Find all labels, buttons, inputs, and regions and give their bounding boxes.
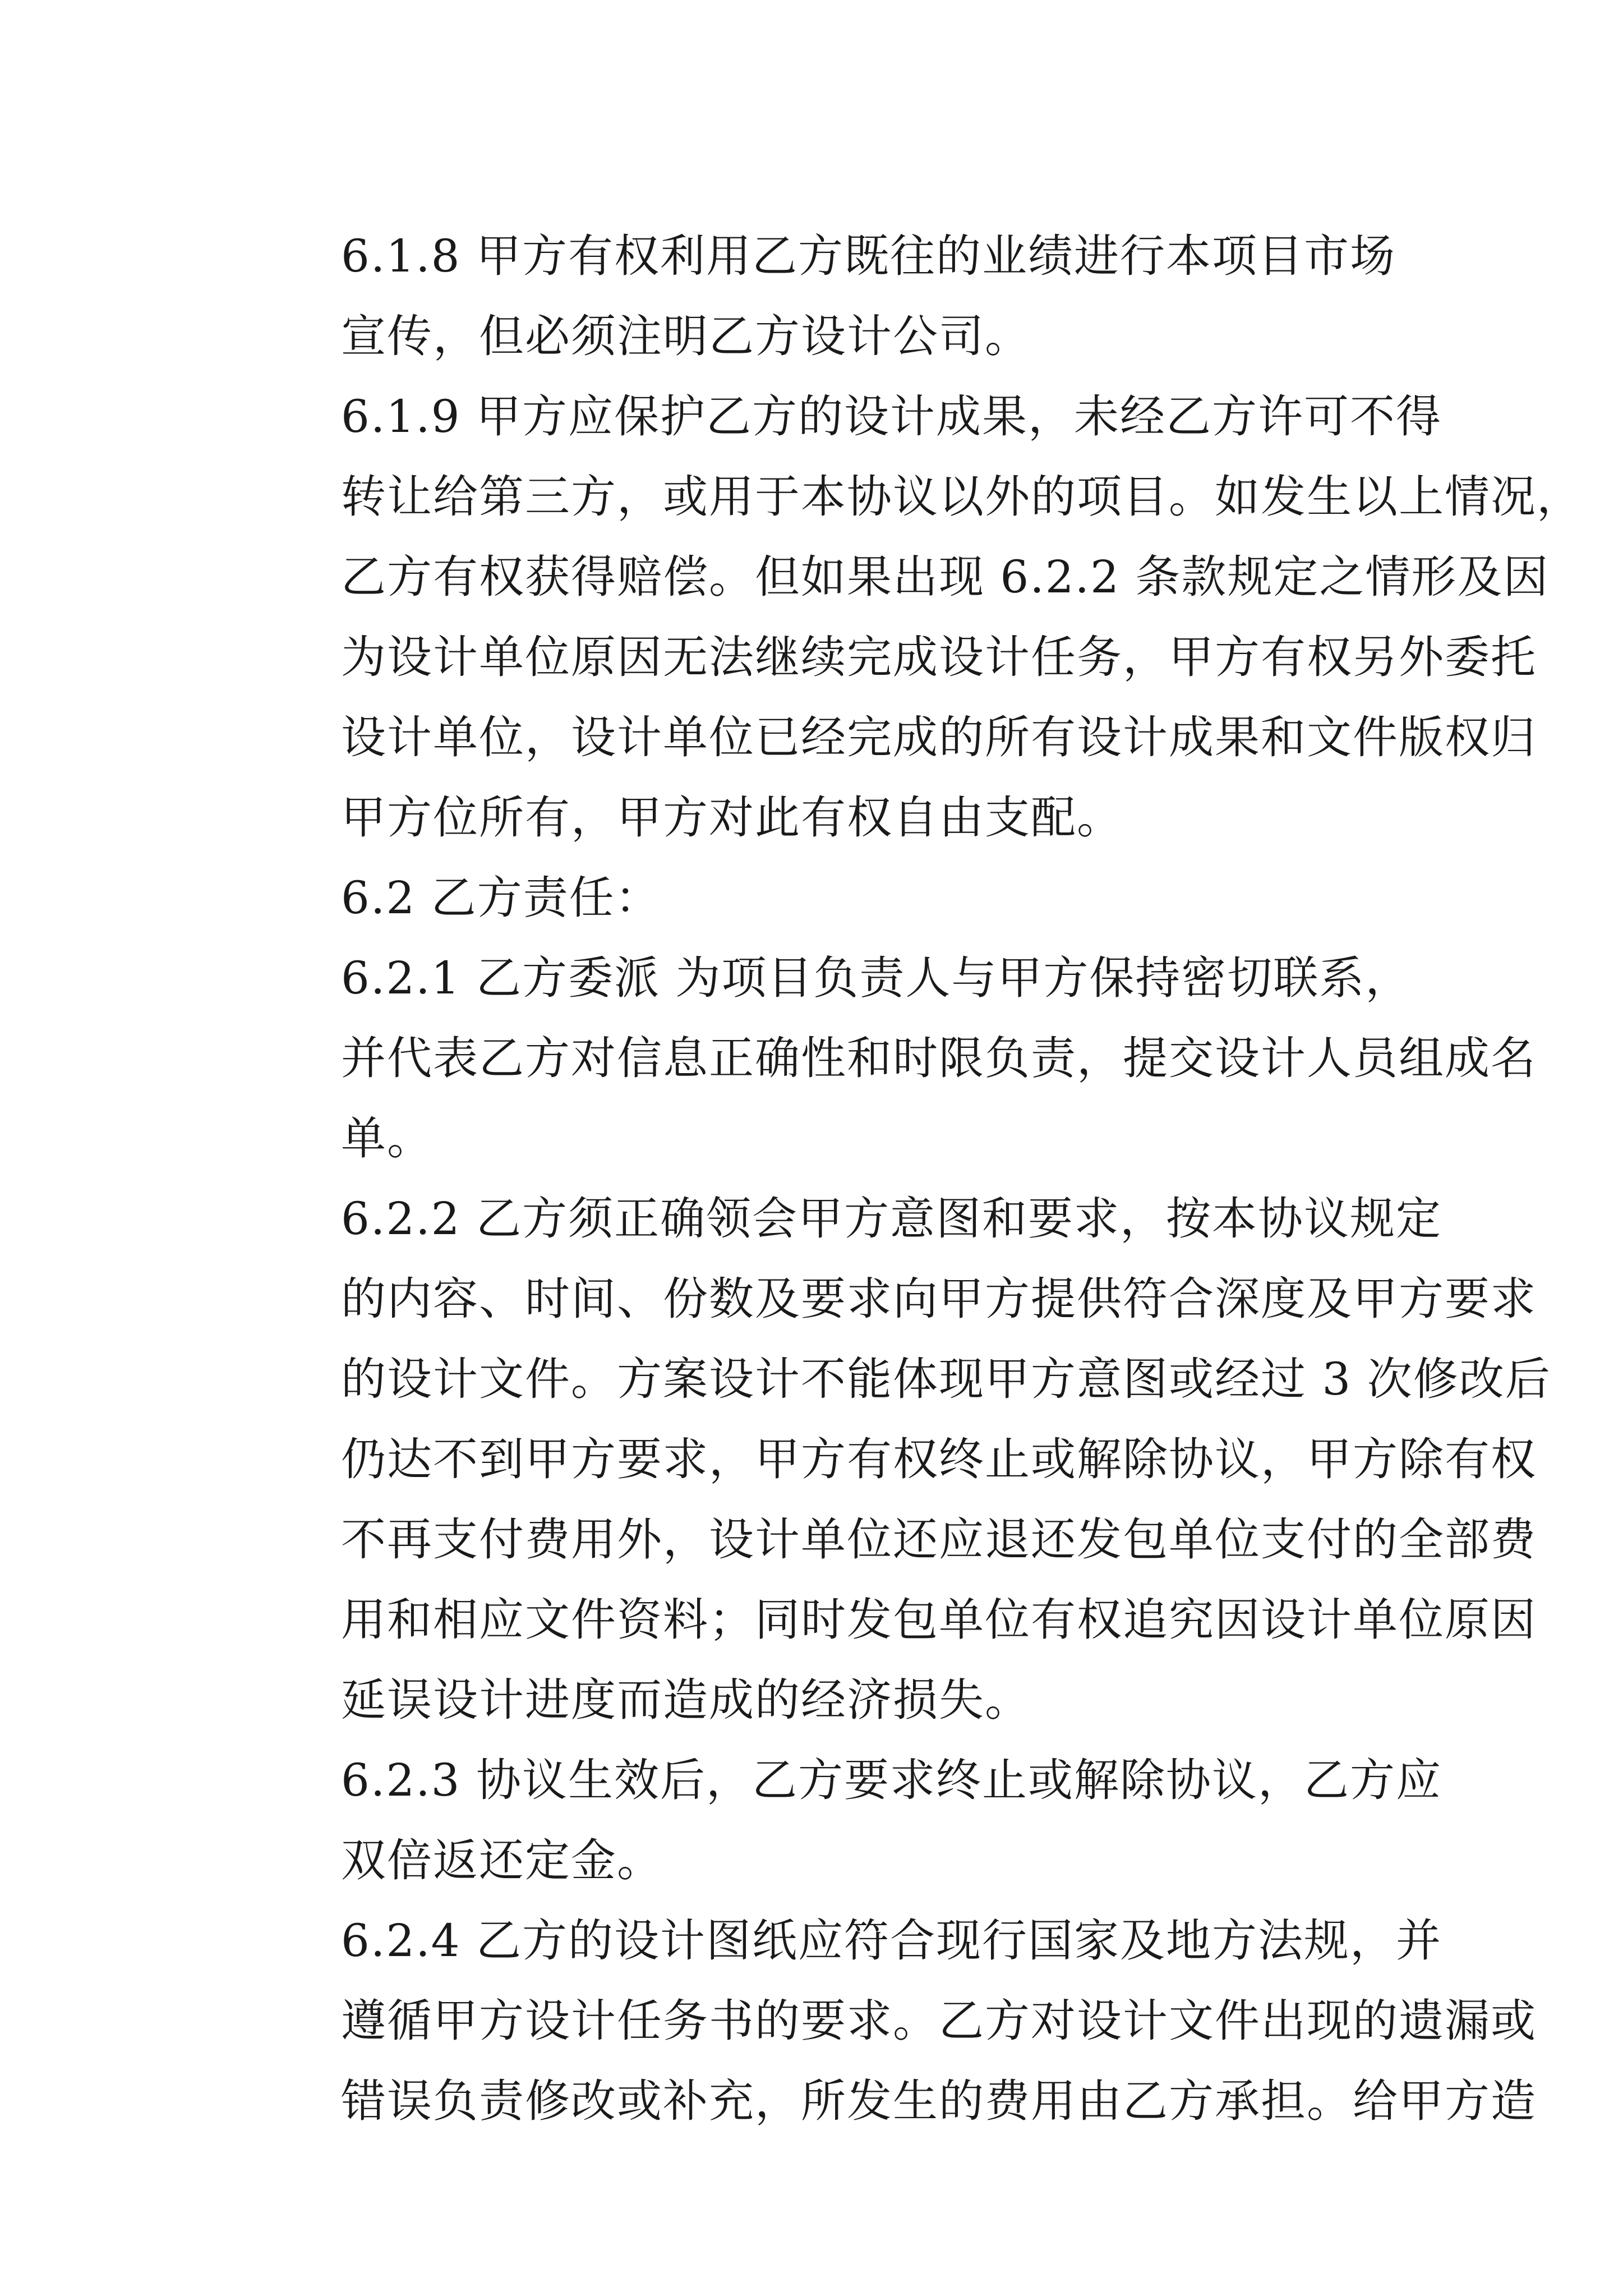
text-line: 错误负责修改或补充，所发生的费用由乙方承担。给甲方造 (341, 2075, 1537, 2127)
paragraph-6-1-9 (251, 376, 1583, 858)
paragraph-6-2-3 (251, 1740, 1442, 1901)
text-line: 甲方位所有，甲方对此有权自由支配。 (341, 792, 1123, 844)
text-line: 乙方有权获得赔偿。但如果出现 6.2.2 条款规定之情形及因 (341, 551, 1550, 603)
text-line: 仍达不到甲方要求，甲方有权终止或解除协议，甲方除有权 (341, 1433, 1537, 1485)
text-line: 6.1.8 甲方有权利用乙方既往的业绩进行本项目市场 (341, 230, 1396, 282)
text-line: 为设计单位原因无法继续完成设计任务，甲方有权另外委托 (341, 631, 1537, 683)
text-line: 转让给第三方，或用于本协议以外的项目。如发生以上情况， (341, 471, 1583, 523)
paragraph-6-2-2 (251, 1179, 1551, 1740)
text-line: 并代表乙方对信息正确性和时限负责，提交设计人员组成名 (341, 1032, 1537, 1084)
paragraph-6-2-1 (251, 938, 1537, 1179)
text-line: 设计单位，设计单位已经完成的所有设计成果和文件版权归 (341, 711, 1537, 763)
text-line: 用和相应文件资料；同时发包单位有权追究因设计单位原因 (341, 1594, 1537, 1646)
text-line: 延误设计进度而造成的经济损失。 (341, 1674, 1031, 1726)
text-line: 的设计文件。方案设计不能体现甲方意图或经过 3 次修改后 (341, 1353, 1551, 1405)
paragraph-6-1-8 (251, 216, 1396, 376)
text-line: 单。 (341, 1112, 433, 1165)
text-line: 遵循甲方设计任务书的要求。乙方对设计文件出现的遗漏或 (341, 1995, 1537, 2047)
paragraph-6-2-4 (251, 1901, 1537, 2141)
section-heading-6-2 (251, 858, 1384, 938)
text-line: 6.1.9 甲方应保护乙方的设计成果，未经乙方许可不得 (341, 390, 1442, 443)
text-line: 双倍返还定金。 (341, 1834, 663, 1887)
text-line: 6.2.1 乙方委派 为项目负责人与甲方保持密切联系， (341, 952, 1412, 1004)
document-body (251, 216, 1583, 2141)
text-line: 不再支付费用外，设计单位还应退还发包单位支付的全部费 (341, 1513, 1537, 1566)
text-line: 6.2.4 乙方的设计图纸应符合现行国家及地方法规，并 (341, 1915, 1442, 1967)
text-line: 6.2.3 协议生效后，乙方要求终止或解除协议，乙方应 (341, 1754, 1442, 1806)
text-line: 的内容、时间、份数及要求向甲方提供符合深度及甲方要求 (341, 1273, 1537, 1325)
text-line: 6.2 乙方责任： (341, 872, 661, 924)
text-line: 宣传，但必须注明乙方设计公司。 (341, 310, 1031, 362)
text-line: 6.2.2 乙方须正确领会甲方意图和要求，按本协议规定 (341, 1193, 1442, 1245)
